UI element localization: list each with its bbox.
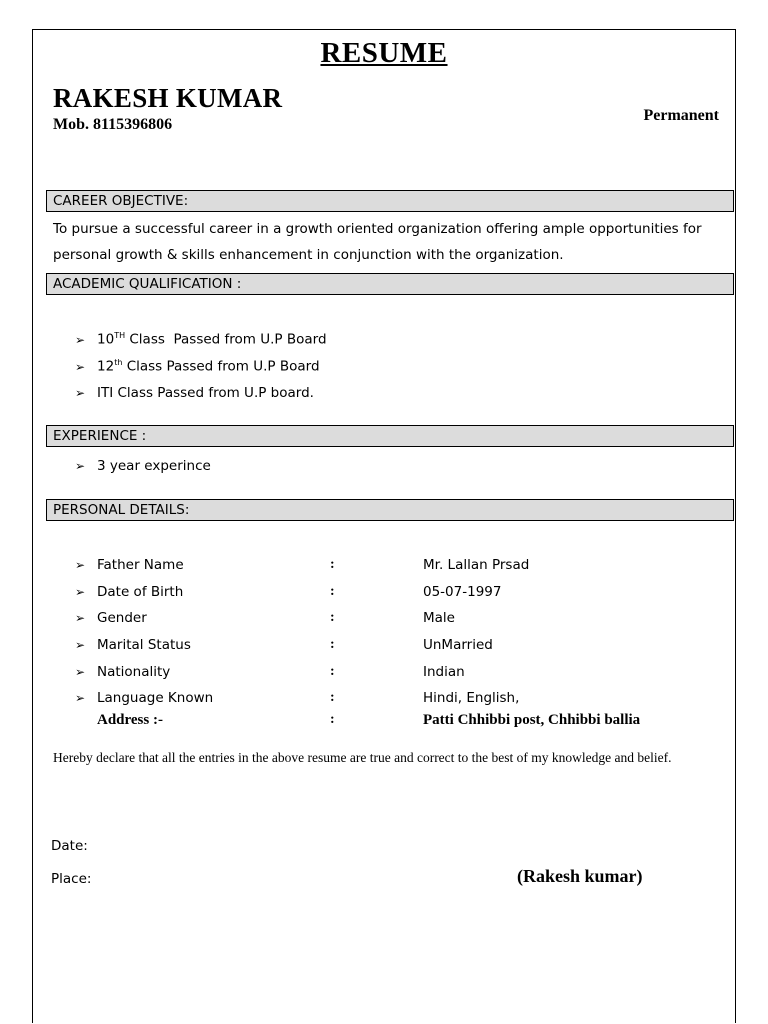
career-objective-line-2: personal growth & skills enhancement in conjunction with the organization.	[53, 247, 564, 263]
experience-heading: EXPERIENCE :	[46, 425, 734, 447]
detail-value: Male	[423, 610, 455, 626]
detail-colon: :	[330, 610, 335, 625]
academic-item: ➢ 12th Class Passed from U.P Board	[75, 358, 320, 375]
experience-item: ➢ 3 year experince	[75, 458, 211, 474]
detail-colon: :	[330, 637, 335, 652]
academic-item: ➢ ITI Class Passed from U.P board.	[75, 385, 314, 401]
academic-item: ➢ 10TH Class Passed from U.P Board	[75, 331, 327, 348]
career-objective-line-1: To pursue a successful career in a growth oriented organization offering ample opportunities for	[53, 221, 702, 237]
detail-colon: :	[330, 712, 335, 727]
arrow-bullet-icon: ➢	[75, 611, 86, 625]
detail-value: Mr. Lallan Prsad	[423, 557, 530, 573]
detail-value: UnMarried	[423, 637, 493, 653]
mobile-number: Mob. 8115396806	[53, 116, 173, 133]
declaration-text: Hereby declare that all the entries in the above resume are true and correct to the best of my knowledge and belief.	[53, 750, 672, 765]
signature: (Rakesh kumar)	[517, 866, 643, 886]
detail-colon: :	[330, 690, 335, 705]
detail-label: Language Known	[97, 690, 214, 706]
permanent-label: Permanent	[643, 107, 719, 124]
personal-details-heading: PERSONAL DETAILS:	[46, 499, 734, 521]
arrow-bullet-icon: ➢	[75, 585, 86, 599]
address-label: Address :-	[97, 712, 163, 728]
candidate-name: RAKESH KUMAR	[53, 83, 283, 113]
career-objective-heading: CAREER OBJECTIVE:	[46, 190, 734, 212]
address-value: Patti Chhibbi post, Chhibbi ballia	[423, 712, 641, 728]
detail-label: Father Name	[97, 557, 184, 573]
detail-value: Hindi, English,	[423, 690, 520, 706]
resume-page	[32, 29, 736, 1023]
place-label: Place:	[51, 871, 92, 887]
detail-colon: :	[330, 557, 335, 572]
arrow-bullet-icon: ➢	[75, 558, 86, 572]
arrow-bullet-icon: ➢	[75, 332, 86, 347]
detail-label: Nationality	[97, 664, 171, 680]
detail-label: Marital Status	[97, 637, 191, 653]
arrow-bullet-icon: ➢	[75, 459, 86, 473]
detail-label: Gender	[97, 610, 147, 626]
date-label: Date:	[51, 838, 88, 854]
arrow-bullet-icon: ➢	[75, 665, 86, 679]
arrow-bullet-icon: ➢	[75, 691, 86, 705]
detail-colon: :	[330, 664, 335, 679]
detail-value: 05-07-1997	[423, 584, 502, 600]
page-title: RESUME	[320, 37, 448, 69]
academic-heading: ACADEMIC QUALIFICATION :	[46, 273, 734, 295]
arrow-bullet-icon: ➢	[75, 359, 86, 374]
detail-label: Date of Birth	[97, 584, 184, 600]
arrow-bullet-icon: ➢	[75, 386, 86, 400]
detail-value: Indian	[423, 664, 465, 680]
arrow-bullet-icon: ➢	[75, 638, 86, 652]
detail-colon: :	[330, 584, 335, 599]
